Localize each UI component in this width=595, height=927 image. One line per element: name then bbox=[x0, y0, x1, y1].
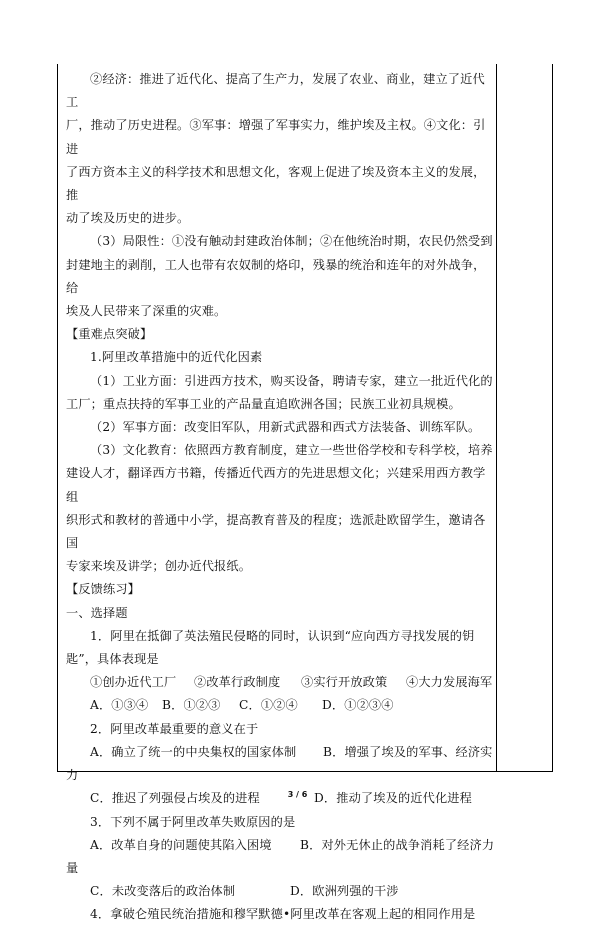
edu-line-2: 建设人才，翻译西方书籍，传播近代西方的先进思想文化；兴建采用西方教学组 bbox=[66, 466, 486, 504]
q2-options-ab bbox=[66, 741, 494, 764]
q1-option-a: A．①③④ bbox=[90, 698, 149, 713]
limit-line-2: 封建地主的剥削，工人也带有农奴制的烙印，残暴的统治和连年的对外战争，给 bbox=[66, 257, 486, 295]
q1-item: ②改革行政制度 bbox=[194, 675, 281, 690]
q1-options bbox=[66, 694, 494, 717]
military-line: （2）军事方面：改变旧军队，用新式武器和西式方法装备、训练军队。 bbox=[90, 420, 481, 435]
q3-option-a: A．改革自身的问题使其陷入困境 bbox=[90, 837, 272, 852]
key-point-title: 1.阿里改革措施中的近代化因素 bbox=[90, 350, 263, 365]
econ-line-2: 厂，推动了历史进程。③军事：增强了军事实力，维护埃及主权。④文化：引进 bbox=[66, 118, 486, 156]
page-number: 3 / 6 bbox=[287, 790, 308, 799]
q1-option-c: C．①②④ bbox=[239, 698, 298, 713]
q1-item: ③实行开放政策 bbox=[301, 675, 388, 690]
table-column-divider bbox=[496, 64, 497, 772]
econ-line-3: 了西方资本主义的科学技术和思想文化，客观上促进了埃及资本主义的发展，推 bbox=[66, 164, 486, 203]
key-points-heading: 【重难点突破】 bbox=[66, 327, 153, 342]
econ-line-1: ②经济：推进了近代化、提高了生产力，发展了农业、商业，建立了近代工 bbox=[66, 72, 485, 110]
q3-option-b: B．对外无休止的战争消耗了经济力 bbox=[300, 837, 495, 852]
q1-stem-line-1: 1．阿里在抵御了英法殖民侵略的同时，认识到“应向西方寻找发展的钥 bbox=[90, 628, 475, 643]
econ-line-4: 动了埃及历史的进步。 bbox=[66, 211, 190, 226]
industry-line-1: （1）工业方面：引进西方技术，购买设备，聘请专家，建立一批近代化的 bbox=[90, 373, 493, 388]
q3-stem: 3．下列不属于阿里改革失败原因的是 bbox=[90, 814, 296, 829]
q1-option-d: D．①②③④ bbox=[322, 698, 394, 713]
industry-line-2: 工厂；重点扶持的军事工业的产品量直追欧洲各国；民族工业初具规模。 bbox=[66, 396, 461, 411]
q1-item: ④大力发展海军 bbox=[406, 675, 493, 690]
q4-stem: 4．拿破仑殖民统治措施和穆罕默德•阿里改革在客观上起的相同作用是 bbox=[90, 907, 476, 922]
q1-stem-line-2: 匙”，具体表现是 bbox=[66, 652, 159, 667]
limit-line-1: （3）局限性：①没有触动封建政治体制；②在他统治时期，农民仍然受到 bbox=[90, 234, 493, 249]
edu-line-1: （3）文化教育：依照西方教育制度，建立一些世俗学校和专科学校，培养 bbox=[90, 443, 493, 458]
q3-options-ab bbox=[66, 834, 494, 857]
edu-line-3: 织形式和教材的普通中小学，提高教育普及的程度；选派赴欧留学生，邀请各国 bbox=[66, 512, 486, 551]
q3-option-c: C．未改变落后的政治体制 bbox=[90, 884, 236, 899]
q2-option-b-continued: 力 bbox=[66, 768, 79, 783]
q1-item: ①创办近代工厂 bbox=[90, 675, 177, 690]
q2-option-c: C．推迟了列强侵占埃及的进程 bbox=[90, 791, 260, 806]
feedback-heading: 【反馈练习】 bbox=[66, 582, 141, 597]
q2-option-a: A．确立了统一的中央集权的国家体制 bbox=[90, 744, 297, 759]
edu-line-4: 专家来埃及讲学；创办近代报纸。 bbox=[66, 559, 252, 574]
q3-option-d: D．欧洲列强的干涉 bbox=[290, 884, 399, 899]
q3-option-b-continued: 量 bbox=[66, 860, 79, 875]
q2-option-d: D．推动了埃及的近代化进程 bbox=[314, 791, 472, 806]
q2-stem: 2．阿里改革最重要的意义在于 bbox=[90, 721, 259, 736]
limit-line-3: 埃及人民带来了深重的灾难。 bbox=[66, 304, 227, 319]
q3-options-cd bbox=[66, 880, 494, 903]
q1-items bbox=[66, 671, 494, 694]
q2-option-b: B．增强了埃及的军事、经济实 bbox=[323, 744, 493, 759]
q1-option-b: B．①②③ bbox=[162, 698, 221, 713]
choice-heading: 一、选择题 bbox=[66, 605, 128, 620]
